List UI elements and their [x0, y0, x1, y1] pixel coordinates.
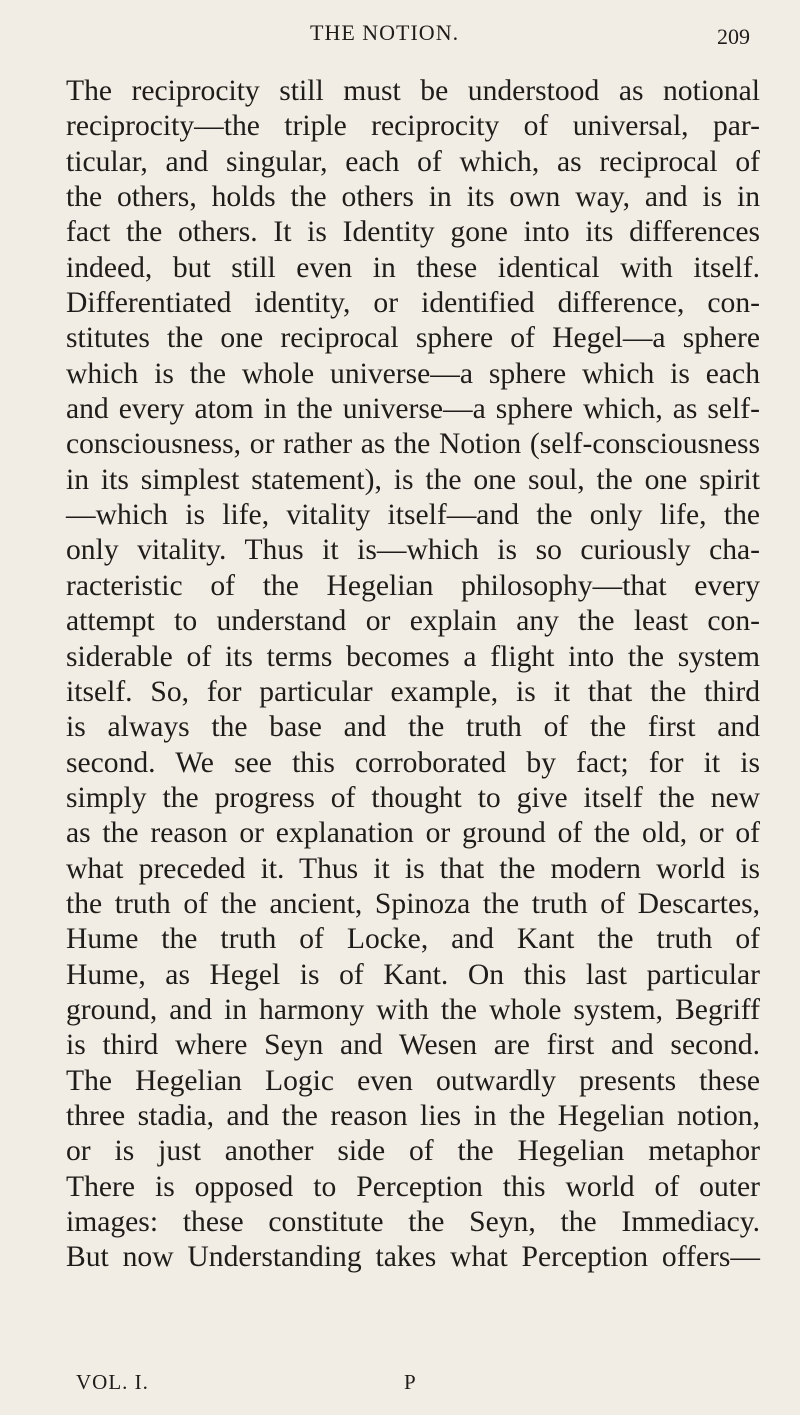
text-line: Hume the truth of Locke, and Kant the truth of: [66, 923, 760, 956]
text-line: consciousness, or rather as the Notion (self-consciousness: [66, 428, 760, 461]
text-line: There is opposed to Perception this world of outer: [66, 1170, 760, 1203]
text-line: simply the progress of thought to give itself the new: [66, 781, 760, 814]
page-number: 209: [717, 24, 750, 49]
text-line: Hume, as Hegel is of Kant. On this last particular: [66, 958, 760, 991]
text-line: as the reason or explanation or ground of the old, or of: [66, 817, 760, 850]
text-line: is always the base and the truth of the first and: [66, 711, 760, 744]
text-line: fact the others. It is Identity gone into its differences: [66, 216, 760, 249]
text-line: is third where Seyn and Wesen are first and second.: [66, 1029, 760, 1062]
text-line: the others, holds the others in its own way, and is in: [66, 181, 760, 214]
text-line: which is the whole universe—a sphere which is each: [66, 357, 760, 390]
text-line: siderable of its terms becomes a flight into the system: [66, 640, 760, 673]
signature-mark: P: [404, 1370, 416, 1394]
text-line: images: these constitute the Seyn, the Immediacy.: [66, 1206, 760, 1238]
running-head: [0, 14, 800, 54]
page-footer: [0, 1368, 800, 1402]
text-line: reciprocity—the triple reciprocity of universal, par-: [66, 110, 760, 143]
body-text: [66, 74, 760, 1276]
text-line: only vitality. Thus it is—which is so curiously cha-: [66, 534, 760, 567]
text-line: ticular, and singular, each of which, as reciprocal of: [66, 145, 760, 178]
text-line: stitutes the one reciprocal sphere of Hegel—a sphere: [66, 322, 760, 355]
text-line: or is just another side of the Hegelian metaphor: [66, 1135, 760, 1168]
text-line: The reciprocity still must be understood as notional: [66, 75, 760, 107]
text-line: second. We see this corroborated by fact; for it is: [66, 746, 760, 779]
text-line: ground, and in harmony with the whole system, Begriff: [66, 993, 760, 1026]
text-line: in its simplest statement), is the one soul, the one spirit: [66, 463, 760, 496]
text-line: the truth of the ancient, Spinoza the truth of Descartes,: [66, 887, 760, 920]
text-line: But now Understanding takes what Perception offers—: [66, 1241, 760, 1274]
running-head-title: THE NOTION.: [310, 20, 460, 45]
volume-mark: VOL. I.: [76, 1370, 149, 1394]
text-line: —which is life, vitality itself—and the only life, the: [66, 499, 760, 532]
text-line: and every atom in the universe—a sphere which, as self-: [66, 393, 760, 426]
text-line: itself. So, for particular example, is it that the third: [66, 675, 760, 708]
text-line: attempt to understand or explain any the least con-: [66, 605, 760, 638]
text-line: what preceded it. Thus it is that the modern world is: [66, 852, 760, 885]
text-line: racteristic of the Hegelian philosophy—that every: [66, 569, 760, 602]
text-line: The Hegelian Logic even outwardly presents these: [66, 1064, 760, 1097]
text-line: indeed, but still even in these identical with itself.: [66, 251, 760, 284]
text-line: three stadia, and the reason lies in the Hegelian notion,: [66, 1099, 760, 1132]
text-line: Differentiated identity, or identified difference, con-: [66, 287, 760, 320]
